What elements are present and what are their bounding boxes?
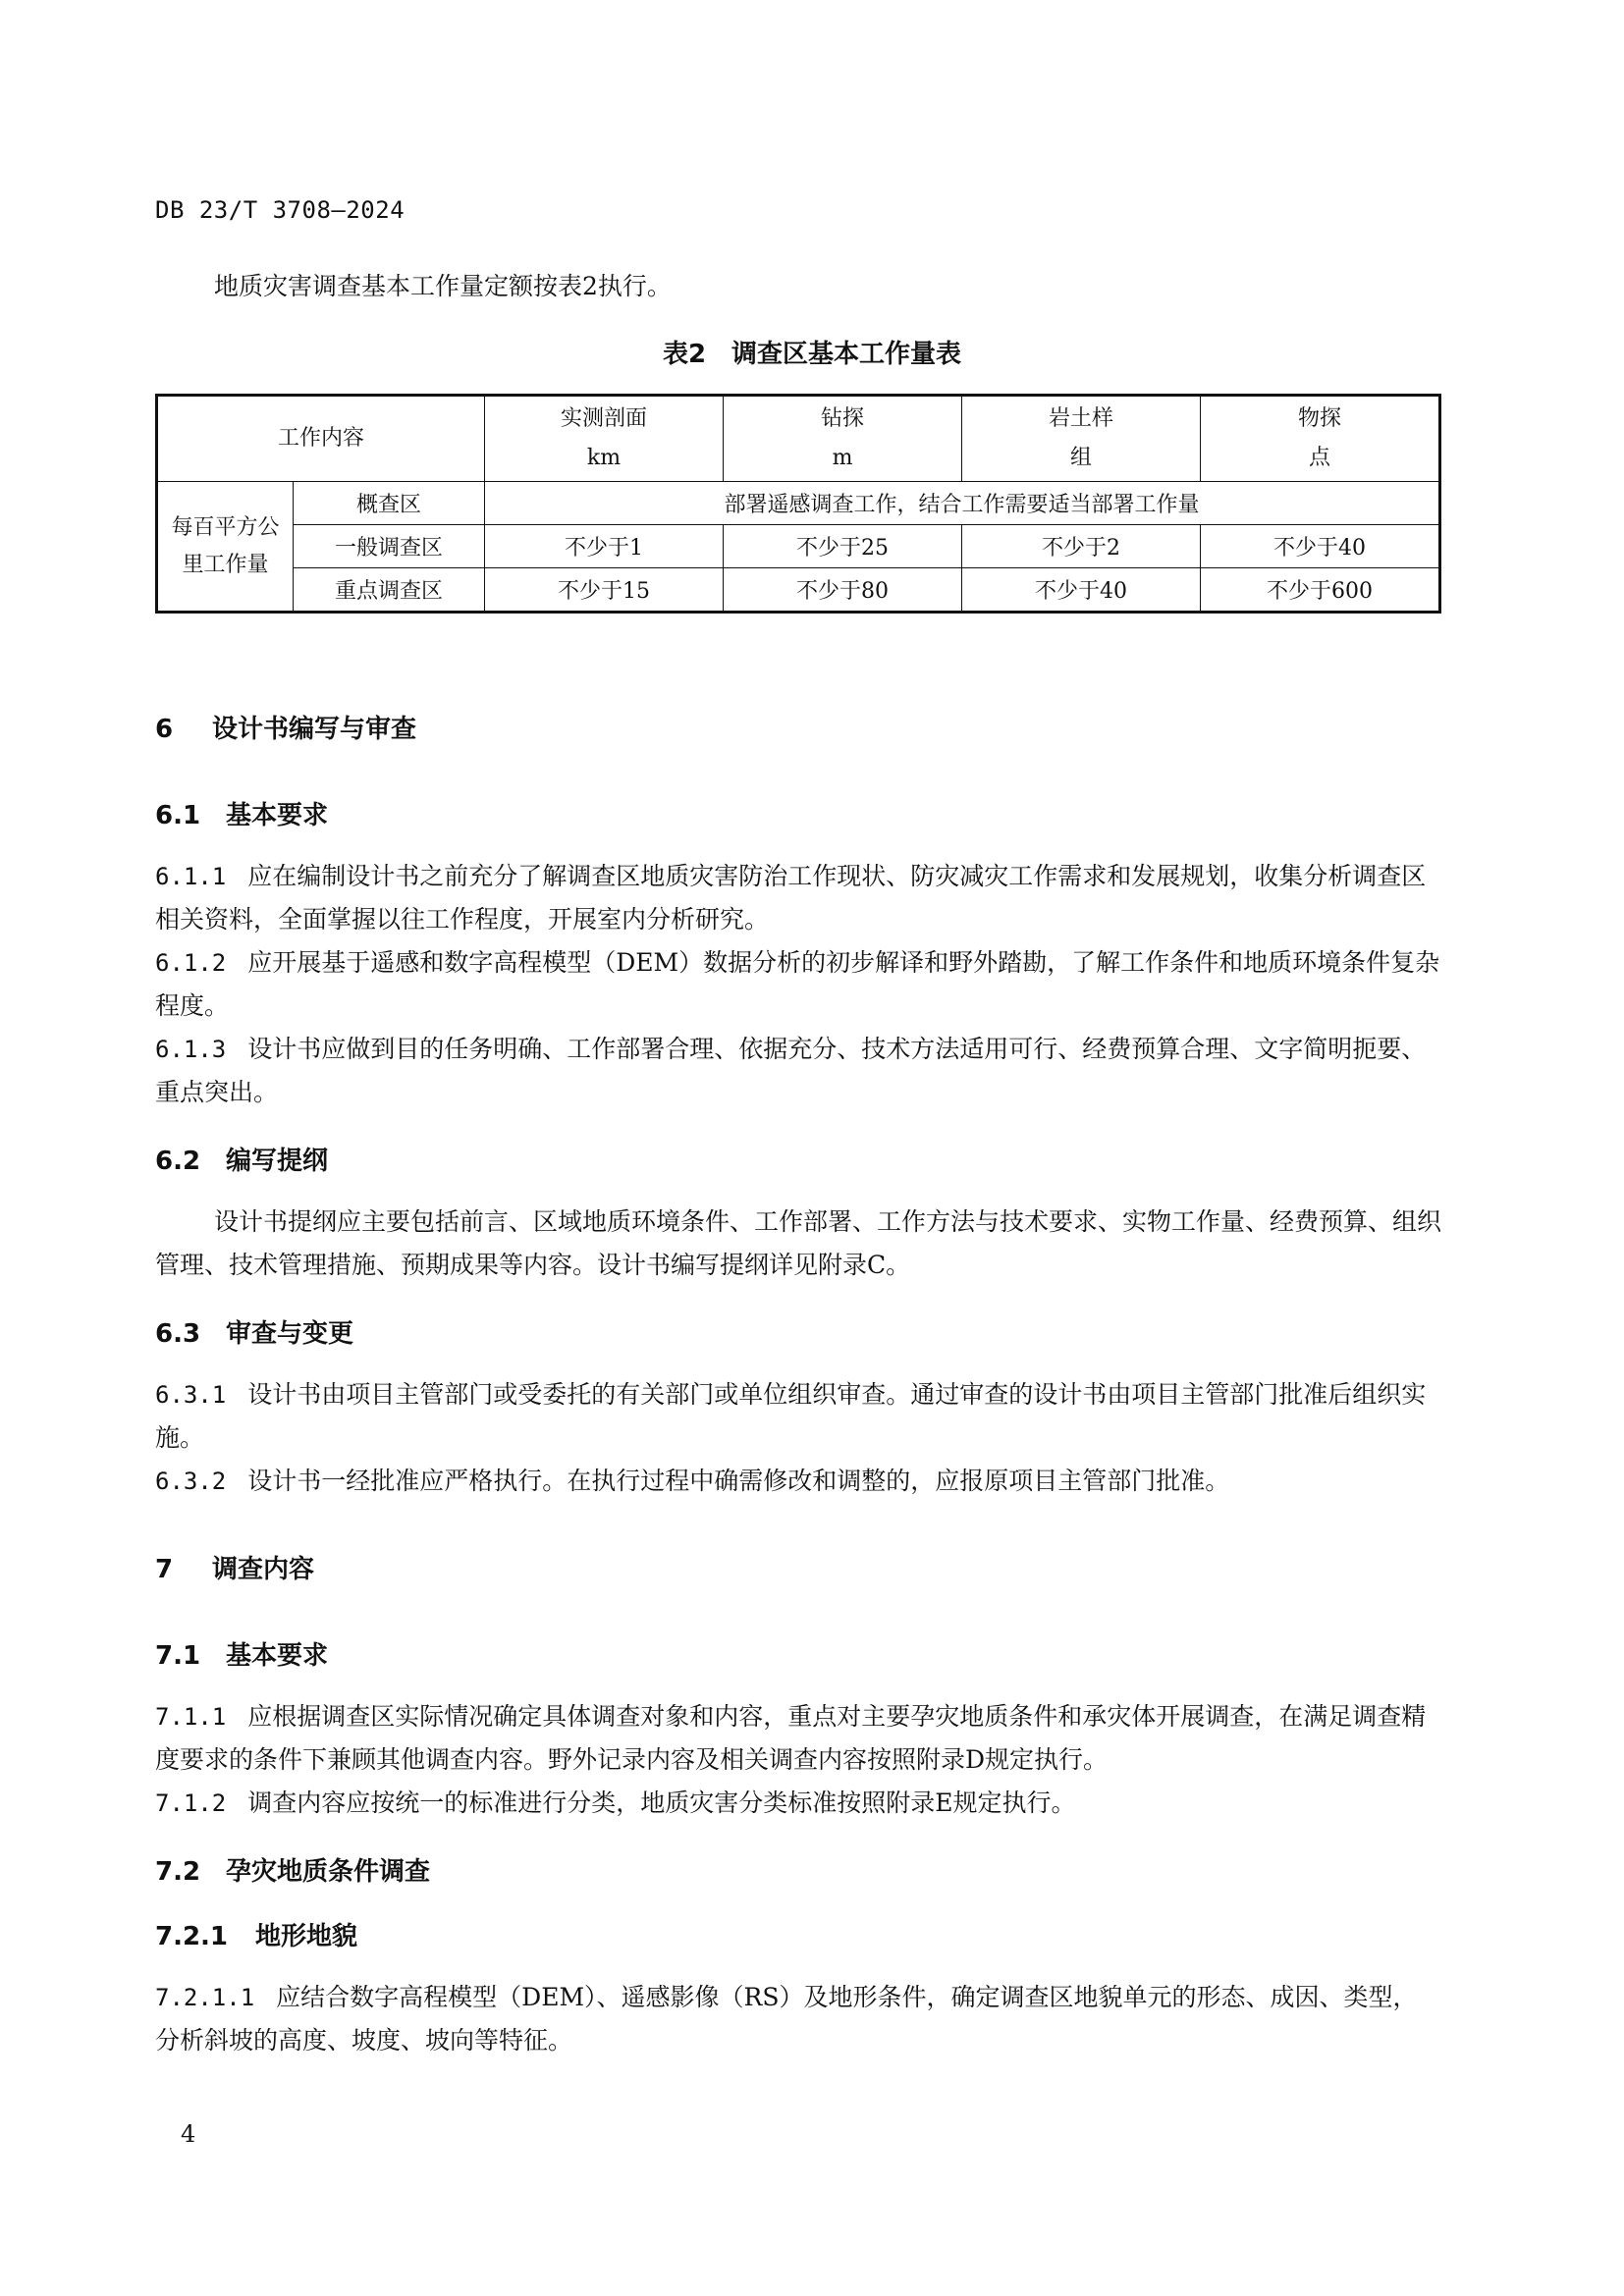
clause-number: 7.1.1 [155, 1703, 227, 1731]
row-label: 一般调查区 [294, 525, 485, 568]
section-title: 基本要求 [226, 801, 329, 830]
section-title: 基本要求 [226, 1641, 329, 1671]
col-name: 岩土样 [1049, 406, 1114, 431]
clause-7-1-2 [155, 1782, 1441, 1825]
clause-6-1-1 [155, 855, 1441, 941]
clause-text: 应结合数字高程模型（DEM）、遥感影像（RS）及地形条件，确定调查区地貌单元的形态、成因、类型，分析斜坡的高度、坡度、坡向等特征。 [155, 1983, 1418, 2055]
section-number: 7 [155, 1555, 174, 1584]
table-row [157, 525, 1440, 568]
table-header-row [157, 396, 1440, 482]
clause-6-1-3 [155, 1028, 1441, 1114]
section-number: 6.1 [155, 801, 201, 830]
section-heading-7-2 [155, 1851, 430, 1888]
clause-6-3-1 [155, 1373, 1441, 1460]
section-heading-7-1 [155, 1635, 328, 1672]
clause-6-1-2 [155, 941, 1441, 1028]
section-heading-6-2 [155, 1141, 328, 1177]
table-row [157, 568, 1440, 613]
clause-text: 应开展基于遥感和数字高程模型（DEM）数据分析的初步解译和野外踏勘，了解工作条件和地质环境条件复杂程度。 [155, 948, 1440, 1020]
header-col-drilling [724, 396, 962, 482]
header-work-content: 工作内容 [157, 396, 485, 482]
section-number: 7.2 [155, 1857, 201, 1887]
clause-6-3-2 [155, 1460, 1441, 1503]
col-name: 物探 [1298, 406, 1342, 431]
section-number: 6.3 [155, 1319, 201, 1349]
section-number: 7.1 [155, 1641, 201, 1671]
table-cell: 不少于40 [962, 568, 1201, 613]
page-number: 4 [181, 2120, 196, 2148]
clause-text: 设计书应做到目的任务明确、工作部署合理、依据充分、技术方法适用可行、经费预算合理、文字简明扼要、重点突出。 [155, 1035, 1427, 1106]
section-number: 7.2.1 [155, 1922, 229, 1951]
table-cell: 不少于80 [724, 568, 962, 613]
merged-cell: 部署遥感调查工作，结合工作需要适当部署工作量 [485, 482, 1440, 525]
section-heading-6 [155, 709, 416, 745]
section-heading-7 [155, 1549, 314, 1585]
header-col-samples [962, 396, 1201, 482]
section-title: 编写提纲 [226, 1147, 329, 1176]
table-cell: 不少于25 [724, 525, 962, 568]
row-label: 概查区 [294, 482, 485, 525]
section-title: 地形地貌 [255, 1922, 358, 1951]
clause-text: 应根据调查区实际情况确定具体调查对象和内容，重点对主要孕灾地质条件和承灾体开展调查，在满足调查精度要求的条件下兼顾其他调查内容。野外记录内容及相关调查内容按照附录D规定执行。 [155, 1702, 1427, 1774]
paragraph-6-2: 设计书提纲应主要包括前言、区域地质环境条件、工作部署、工作方法与技术要求、实物工作量、经费预算、组织管理、技术管理措施、预期成果等内容。设计书编写提纲详见附录C。 [155, 1207, 1442, 1279]
clause-text: 设计书一经批准应严格执行。在执行过程中确需修改和调整的，应报原项目主管部门批准。 [247, 1467, 1230, 1495]
table-cell: 不少于2 [962, 525, 1201, 568]
row-label: 重点调查区 [294, 568, 485, 613]
col-name: 钻探 [821, 406, 865, 431]
clause-text: 调查内容应按统一的标准进行分类，地质灾害分类标准按照附录E规定执行。 [247, 1789, 1076, 1817]
clause-number: 6.1.2 [155, 949, 227, 977]
section-title: 孕灾地质条件调查 [226, 1857, 431, 1887]
table-cell: 不少于600 [1201, 568, 1440, 613]
clause-7-1-1 [155, 1695, 1441, 1782]
header-col-geophysics [1201, 396, 1440, 482]
section-number: 6.2 [155, 1147, 201, 1176]
table-caption: 表2 调查区基本工作量表 [662, 340, 962, 369]
section-title: 调查内容 [212, 1555, 315, 1584]
clause-text: 设计书由项目主管部门或受委托的有关部门或单位组织审查。通过审查的设计书由项目主管部门批准后组织实施。 [155, 1380, 1427, 1452]
clause-number: 7.1.2 [155, 1789, 227, 1817]
col-unit: km [586, 446, 622, 470]
workload-table [155, 394, 1441, 614]
col-unit: m [832, 446, 853, 470]
group-label: 每百平方公里工作量 [157, 482, 294, 613]
clause-text: 应在编制设计书之前充分了解调查区地质灾害防治工作现状、防灾减灾工作需求和发展规划，收集分析调查区相关资料，全面掌握以往工作程度，开展室内分析研究。 [155, 862, 1427, 934]
table-cell: 不少于1 [485, 525, 724, 568]
clause-number: 6.3.1 [155, 1381, 227, 1409]
clause-7-2-1-1 [155, 1976, 1441, 2062]
col-unit: 点 [1309, 446, 1331, 470]
col-name: 实测剖面 [561, 406, 648, 431]
table-cell: 不少于15 [485, 568, 724, 613]
standard-code: DB 23/T 3708—2024 [155, 196, 406, 224]
section-heading-6-1 [155, 795, 328, 831]
section-heading-7-2-1 [155, 1916, 357, 1952]
header-col-profile [485, 396, 724, 482]
table-cell: 不少于40 [1201, 525, 1440, 568]
section-number: 6 [155, 715, 174, 744]
intro-sentence: 地质灾害调查基本工作量定额按表2执行。 [214, 272, 672, 300]
section-heading-6-3 [155, 1313, 353, 1350]
section-title: 审查与变更 [226, 1319, 354, 1349]
col-unit: 组 [1070, 446, 1093, 470]
clause-number: 6.1.3 [155, 1036, 227, 1063]
table-row [157, 482, 1440, 525]
clause-number: 7.2.1.1 [155, 1984, 255, 2011]
clause-number: 6.1.1 [155, 863, 227, 890]
clause-number: 6.3.2 [155, 1468, 227, 1495]
section-title: 设计书编写与审查 [212, 715, 417, 744]
